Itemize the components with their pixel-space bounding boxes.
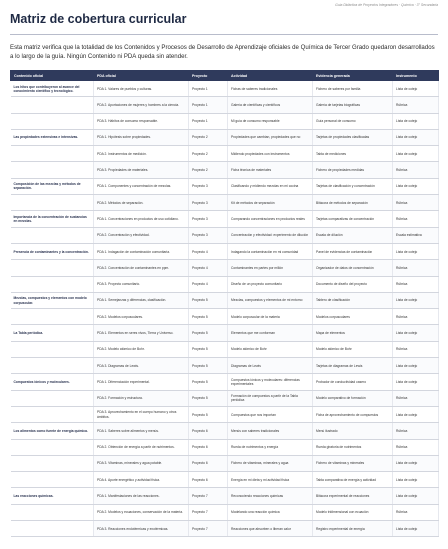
evidence-cell: Modelos corpusculares xyxy=(313,309,393,325)
evidence-cell: Tablero de clasificación xyxy=(313,292,393,308)
evidence-cell: Menú ilustrado xyxy=(313,423,393,439)
content-cell xyxy=(11,439,94,455)
instrument-cell: Rúbrica xyxy=(393,439,439,455)
content-cell: Las propiedades extensivas e intensivas. xyxy=(11,129,94,145)
activity-cell: Diagramas de Lewis xyxy=(228,358,313,374)
evidence-cell: Tarjetas de propiedades clasificadas xyxy=(313,129,393,145)
table-row xyxy=(11,211,439,227)
content-cell xyxy=(11,504,94,520)
project-cell: Proyecto 6 xyxy=(189,472,228,488)
evidence-cell: Rueda giratoria de nutrimentos xyxy=(313,439,393,455)
project-cell: Proyecto 5 xyxy=(189,358,228,374)
instrument-cell: Lista de cotejo xyxy=(393,374,439,390)
table-row xyxy=(11,309,439,325)
evidence-cell: Modelo comparativo de formación xyxy=(313,390,393,406)
evidence-cell: Tabla de mediciones xyxy=(313,146,393,162)
activity-cell: Compuestos iónicos y moleculares: diferencias experimentales xyxy=(228,374,313,390)
table-row xyxy=(11,341,439,357)
column-header-project: Proyecto xyxy=(189,71,228,81)
pda-cell: PDA 2. Modelos y ecuaciones, conservación de la materia. xyxy=(94,504,189,520)
table-row xyxy=(11,81,439,97)
instrument-cell: Rúbrica xyxy=(393,390,439,406)
evidence-cell: Fichero de vitaminas y minerales xyxy=(313,455,393,471)
project-cell: Proyecto 2 xyxy=(189,162,228,178)
evidence-cell: Fichero de saberes por familia xyxy=(313,81,393,97)
instrument-cell: Rúbrica xyxy=(393,162,439,178)
evidence-cell: Bitácora experimental de reacciones xyxy=(313,488,393,504)
evidence-cell: Ficha de aprovechamiento de compuestos xyxy=(313,406,393,422)
instrument-cell: Lista de cotejo xyxy=(393,455,439,471)
activity-cell: Comparando concentraciones en productos reales xyxy=(228,211,313,227)
column-header-content: Contenido oficial xyxy=(11,71,94,81)
evidence-cell: Documento de diseño del proyecto xyxy=(313,276,393,292)
content-cell: Composición de las mezclas y métodos de separación. xyxy=(11,178,94,194)
instrument-cell: Lista de cotejo xyxy=(393,358,439,374)
instrument-cell: Lista de cotejo xyxy=(393,406,439,422)
project-cell: Proyecto 6 xyxy=(189,455,228,471)
instrument-cell: Lista de cotejo xyxy=(393,325,439,341)
activity-cell: Propiedades que cambian, propiedades que no xyxy=(228,129,313,145)
table-row xyxy=(11,390,439,406)
activity-cell: Mezclas, compuestos y elementos de mi entorno xyxy=(228,292,313,308)
activity-cell: Fichero de vitaminas, minerales y agua xyxy=(228,455,313,471)
table-header-row xyxy=(11,71,439,81)
table-row xyxy=(11,488,439,504)
instrument-cell: Rúbrica xyxy=(393,276,439,292)
activity-cell: Contaminantes en partes por millón xyxy=(228,260,313,276)
activity-cell: Ficha técnica de materiales xyxy=(228,162,313,178)
project-cell: Proyecto 4 xyxy=(189,243,228,259)
pda-cell: PDA 2. Concentración de contaminantes en ppm. xyxy=(94,260,189,276)
pda-cell: PDA 1. Elementos en seres vivos, Tierra y Universo. xyxy=(94,325,189,341)
project-cell: Proyecto 1 xyxy=(189,113,228,129)
activity-cell: Concentración y efectividad: experimento de dilución xyxy=(228,227,313,243)
pda-cell: PDA 2. Modelos corpusculares. xyxy=(94,309,189,325)
evidence-cell: Panel de evidencias de contaminación xyxy=(313,243,393,259)
instrument-cell: Lista de cotejo xyxy=(393,521,439,537)
instrument-cell: Lista de cotejo xyxy=(393,292,439,308)
evidence-cell: Modelo tridimensional con ecuación xyxy=(313,504,393,520)
content-cell xyxy=(11,341,94,357)
activity-cell: Menús con saberes tradicionales xyxy=(228,423,313,439)
column-header-evidence: Evidencia generada xyxy=(313,71,393,81)
table-row xyxy=(11,260,439,276)
project-cell: Proyecto 3 xyxy=(189,178,228,194)
content-cell xyxy=(11,195,94,211)
pda-cell: PDA 1. Componentes y concentración de mezclas. xyxy=(94,178,189,194)
pda-cell: PDA 2. Instrumentos de medición. xyxy=(94,146,189,162)
instrument-cell: Rúbrica xyxy=(393,260,439,276)
intro-paragraph: Esta matriz verifica que la totalidad de los Contenidos y Procesos de Desarrollo de Aprendizaje oficiales de Química de Tercer Grado quedaron desarrollados a lo largo de la guía. Ningún Contenido ni PDA queda sin atender. xyxy=(10,44,435,60)
content-cell xyxy=(11,358,94,374)
pda-cell: PDA 3. Aprovechamiento en el cuerpo humano y otros ámbitos. xyxy=(94,406,189,422)
pda-cell: PDA 2. Obtención de energía a partir de nutrimentos. xyxy=(94,439,189,455)
content-cell: Importancia de la concentración de sustancias en mezclas. xyxy=(11,211,94,227)
project-cell: Proyecto 6 xyxy=(189,439,228,455)
content-cell: Presencia de contaminantes y la concentración. xyxy=(11,243,94,259)
instrument-cell: Rúbrica xyxy=(393,504,439,520)
pda-cell: PDA 2. Concentración y efectividad. xyxy=(94,227,189,243)
project-cell: Proyecto 6 xyxy=(189,423,228,439)
project-cell: Proyecto 1 xyxy=(189,97,228,113)
activity-cell: Midiendo propiedades con instrumentos xyxy=(228,146,313,162)
instrument-cell: Rúbrica xyxy=(393,195,439,211)
content-cell xyxy=(11,472,94,488)
content-cell xyxy=(11,276,94,292)
coverage-matrix-table xyxy=(10,70,439,537)
table-row xyxy=(11,325,439,341)
activity-cell: Fichas de saberes tradicionales xyxy=(228,81,313,97)
page-title: Matriz de cobertura curricular xyxy=(10,12,187,26)
content-cell xyxy=(11,97,94,113)
pda-cell: PDA 2. Métodos de separación. xyxy=(94,195,189,211)
pda-cell: PDA 1. Diferenciación experimental. xyxy=(94,374,189,390)
content-cell: La Tabla periódica. xyxy=(11,325,94,341)
table-row xyxy=(11,472,439,488)
pda-cell: PDA 1. Indagación de contaminación comunitaria. xyxy=(94,243,189,259)
instrument-cell: Lista de cotejo xyxy=(393,243,439,259)
pda-cell: PDA 3. Reacciones endotérmicas y exotérmicas. xyxy=(94,521,189,537)
content-cell xyxy=(11,162,94,178)
table-row xyxy=(11,243,439,259)
table-row xyxy=(11,358,439,374)
table-row xyxy=(11,276,439,292)
project-cell: Proyecto 3 xyxy=(189,211,228,227)
table-row xyxy=(11,292,439,308)
instrument-cell: Lista de cotejo xyxy=(393,81,439,97)
pda-cell: PDA 1. Saberes sobre alimentos y menús. xyxy=(94,423,189,439)
activity-cell: Reconociendo reacciones químicas xyxy=(228,488,313,504)
content-cell: Los hitos que contribuyeron al avance del conocimiento científico y tecnológico. xyxy=(11,81,94,97)
table-row xyxy=(11,455,439,471)
evidence-cell: Escala de dilución xyxy=(313,227,393,243)
project-cell: Proyecto 5 xyxy=(189,309,228,325)
instrument-cell: Rúbrica xyxy=(393,341,439,357)
project-cell: Proyecto 5 xyxy=(189,390,228,406)
project-cell: Proyecto 5 xyxy=(189,374,228,390)
evidence-cell: Galería de tarjetas biográficas xyxy=(313,97,393,113)
activity-cell: Formación de compuestos a partir de la Tabla periódica xyxy=(228,390,313,406)
content-cell: Compuestos iónicos y moleculares. xyxy=(11,374,94,390)
table-row xyxy=(11,162,439,178)
table-row xyxy=(11,521,439,537)
project-cell: Proyecto 2 xyxy=(189,129,228,145)
content-cell: Mezclas, compuestos y elementos con modelo corpuscular. xyxy=(11,292,94,308)
table-row xyxy=(11,97,439,113)
pda-cell: PDA 2. Formación y estructura. xyxy=(94,390,189,406)
project-cell: Proyecto 3 xyxy=(189,195,228,211)
column-header-pda: PDA oficial xyxy=(94,71,189,81)
instrument-cell: Rúbrica xyxy=(393,211,439,227)
evidence-cell: Tarjetas de clasificación y concentración xyxy=(313,178,393,194)
instrument-cell: Lista de cotejo xyxy=(393,178,439,194)
activity-cell: Rueda de nutrimentos y energía xyxy=(228,439,313,455)
project-cell: Proyecto 5 xyxy=(189,292,228,308)
content-cell: Las reacciones químicas. xyxy=(11,488,94,504)
pda-cell: PDA 3. Diagramas de Lewis. xyxy=(94,358,189,374)
table-row xyxy=(11,146,439,162)
pda-cell: PDA 3. Vitaminas, minerales y agua potable. xyxy=(94,455,189,471)
content-cell xyxy=(11,521,94,537)
content-cell xyxy=(11,309,94,325)
activity-cell: Modelo corpuscular de la materia xyxy=(228,309,313,325)
table-row xyxy=(11,113,439,129)
table-row xyxy=(11,129,439,145)
instrument-cell: Lista de cotejo xyxy=(393,129,439,145)
evidence-cell: Probador de conductividad casero xyxy=(313,374,393,390)
pda-cell: PDA 2. Modelo atómico de Bohr. xyxy=(94,341,189,357)
evidence-cell: Fichero de propiedades medidas xyxy=(313,162,393,178)
content-cell xyxy=(11,113,94,129)
instrument-cell: Rúbrica xyxy=(393,97,439,113)
activity-cell: Diseño de un proyecto comunitario xyxy=(228,276,313,292)
activity-cell: Elementos que me conforman xyxy=(228,325,313,341)
project-cell: Proyecto 4 xyxy=(189,260,228,276)
evidence-cell: Mapa de elementos xyxy=(313,325,393,341)
table-row xyxy=(11,423,439,439)
instrument-cell: Lista de cotejo xyxy=(393,113,439,129)
activity-cell: Modelo atómico de Bohr xyxy=(228,341,313,357)
content-cell xyxy=(11,260,94,276)
project-cell: Proyecto 7 xyxy=(189,504,228,520)
table-row xyxy=(11,439,439,455)
pda-cell: PDA 2. Aportaciones de mujeres y hombres a la ciencia. xyxy=(94,97,189,113)
pda-cell: PDA 1. Manifestaciones de las reacciones. xyxy=(94,488,189,504)
pda-cell: PDA 4. Aporte energético y actividad física. xyxy=(94,472,189,488)
table-row xyxy=(11,504,439,520)
evidence-cell: Tarjetas de diagramas de Lewis xyxy=(313,358,393,374)
instrument-cell: Rúbrica xyxy=(393,423,439,439)
activity-cell: Clasificando y midiendo mezclas en mi cocina xyxy=(228,178,313,194)
activity-cell: Indagando la contaminación en mi comunidad xyxy=(228,243,313,259)
content-cell xyxy=(11,455,94,471)
project-cell: Proyecto 5 xyxy=(189,406,228,422)
activity-cell: Galería de científicas y científicos xyxy=(228,97,313,113)
activity-cell: Energía en mi dieta y mi actividad física xyxy=(228,472,313,488)
instrument-cell: Rúbrica xyxy=(393,309,439,325)
pda-cell: PDA 3. Hábitos de consumo responsable. xyxy=(94,113,189,129)
project-cell: Proyecto 1 xyxy=(189,81,228,97)
column-header-instrument: Instrumento xyxy=(393,71,439,81)
project-cell: Proyecto 5 xyxy=(189,341,228,357)
table-row xyxy=(11,227,439,243)
evidence-cell: Bitácora de métodos de separación xyxy=(313,195,393,211)
content-cell xyxy=(11,390,94,406)
evidence-cell: Organizador de datos de concentración xyxy=(313,260,393,276)
project-cell: Proyecto 7 xyxy=(189,488,228,504)
instrument-cell: Lista de cotejo xyxy=(393,472,439,488)
evidence-cell: Registro experimental de energía xyxy=(313,521,393,537)
project-cell: Proyecto 5 xyxy=(189,325,228,341)
project-cell: Proyecto 7 xyxy=(189,521,228,537)
activity-cell: Compuestos que nos importan xyxy=(228,406,313,422)
activity-cell: Kit de métodos de separación xyxy=(228,195,313,211)
running-header: Guía Didáctica de Proyectos Integradores · Química · 3° Secundaria xyxy=(335,3,438,7)
evidence-cell: Guía personal de consumo xyxy=(313,113,393,129)
instrument-cell: Lista de cotejo xyxy=(393,146,439,162)
pda-cell: PDA 1. Concentraciones en productos de uso cotidiano. xyxy=(94,211,189,227)
table-row xyxy=(11,178,439,194)
project-cell: Proyecto 4 xyxy=(189,276,228,292)
pda-cell: PDA 1. Semejanzas y diferencias, clasificación. xyxy=(94,292,189,308)
project-cell: Proyecto 3 xyxy=(189,227,228,243)
content-cell xyxy=(11,406,94,422)
activity-cell: Mi guía de consumo responsable xyxy=(228,113,313,129)
evidence-cell: Tabla comparativa de energía y actividad xyxy=(313,472,393,488)
pda-cell: PDA 3. Proyecto comunitario. xyxy=(94,276,189,292)
evidence-cell: Modelo atómico de Bohr xyxy=(313,341,393,357)
pda-cell: PDA 3. Propiedades de materiales. xyxy=(94,162,189,178)
table-row xyxy=(11,195,439,211)
table-body xyxy=(11,81,439,537)
content-cell xyxy=(11,227,94,243)
content-cell xyxy=(11,146,94,162)
table-row xyxy=(11,374,439,390)
activity-cell: Modelando una reacción química xyxy=(228,504,313,520)
table-row xyxy=(11,406,439,422)
instrument-cell: Escala estimativa xyxy=(393,227,439,243)
column-header-activity: Actividad xyxy=(228,71,313,81)
pda-cell: PDA 1. Hipótesis sobre propiedades. xyxy=(94,129,189,145)
activity-cell: Reacciones que absorben o liberan calor xyxy=(228,521,313,537)
title-divider xyxy=(10,34,438,35)
evidence-cell: Tarjetas comparativas de concentración xyxy=(313,211,393,227)
instrument-cell: Lista de cotejo xyxy=(393,488,439,504)
project-cell: Proyecto 2 xyxy=(189,146,228,162)
content-cell: Los alimentos como fuente de energía química. xyxy=(11,423,94,439)
pda-cell: PDA 1. Valores de pueblos y culturas. xyxy=(94,81,189,97)
